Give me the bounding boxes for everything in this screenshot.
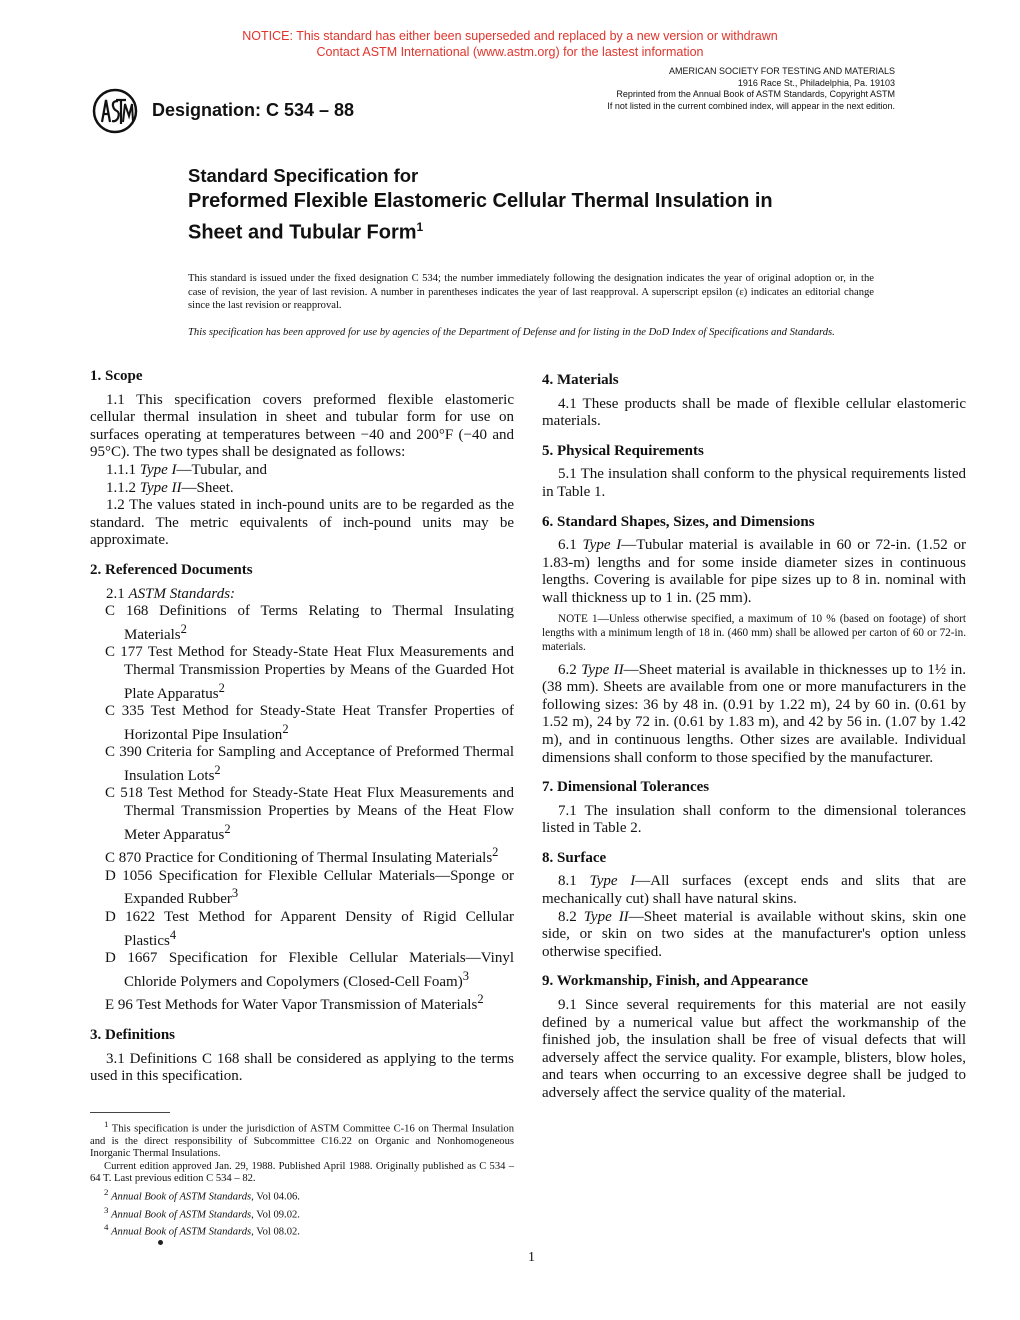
publisher-line: If not listed in the current combined index, will appear in the next edition.: [607, 100, 895, 111]
title-line-3-text: Sheet and Tubular Form: [188, 221, 417, 244]
title-line-2: Preformed Flexible Elastomeric Cellular Thermal Insulation in: [188, 190, 773, 212]
reference-item: E 96 Test Methods for Water Vapor Transmission of Materials$^2$: [105, 992, 484, 1014]
paragraph-1-2: 1.2 The values stated in inch-pound units are to be regarded as the standard. The metric equivalents of inch-pound units may be approximate.: [90, 497, 514, 549]
reference-item: C 518 Test Method for Steady-State Heat Flux Measurements and Thermal Transmission Properties by Means of the Heat Flow Meter Apparatus$^2$: [105, 785, 514, 843]
section-heading-definitions: 3. Definitions: [90, 1027, 176, 1043]
paragraph-8-1: 8.1 Type I—All surfaces (except ends and slits that are mechanically cut) shall have natural skins.: [542, 873, 967, 908]
footnote-1: $^1$ This specification is under the jurisdiction of ASTM Committee C-16 on Thermal Insulation and is the direct responsibility of Subcommittee C16.22 on Organic and Nonhomogeneous Inorganic Thermal Insulations.: [90, 1119, 514, 1160]
paragraph-7-1: 7.1 The insulation shall conform to the dimensional tolerances listed in Table 2.: [542, 802, 966, 837]
publisher-info: [500, 66, 895, 112]
publisher-line: Reprinted from the Annual Book of ASTM Standards, Copyright ASTM: [616, 89, 895, 99]
section-heading-surface: 8. Surface: [542, 849, 607, 866]
paragraph-6-1: 6.1 Type I—Tubular material is available in 60 or 72-in. (1.52 or 1.83-m) lengths and for some inside diameter sizes in continuous lengths. Covering is available for pipe sizes up to 8 in. nominal with wall thickness up to 1 in. (25 mm).: [542, 537, 966, 606]
section-heading-workmanship: 9. Workmanship, Finish, and Appearance: [542, 973, 809, 990]
note-1: NOTE 1—Unless otherwise specified, a maximum of 10 % (based on footage) of short lengths with a minimum length of 18 in. (460 mm) shall be allowed per carton of 60 or 72-in. materials.: [542, 612, 966, 653]
section-heading-shapes-sizes: 6. Standard Shapes, Sizes, and Dimensions: [542, 513, 815, 530]
footnote-divider: [90, 1112, 170, 1113]
page-number: 1: [528, 1250, 535, 1265]
footnote-3: $^3$ Annual Book of ASTM Standards, Vol 09.02.: [104, 1204, 300, 1221]
footnotes: [90, 1118, 514, 1239]
paragraph-3-1: 3.1 Definitions C 168 shall be considered as applying to the terms used in this specification.: [90, 1050, 514, 1085]
designation: Designation: C 534 – 88: [152, 100, 355, 120]
reference-item: C 177 Test Method for Steady-State Heat Flux Measurements and Thermal Transmission Properties by Means of the Guarded Hot Plate Apparatus$^2$: [105, 644, 514, 702]
reference-item: C 870 Practice for Conditioning of Thermal Insulating Materials$^2$: [105, 845, 499, 867]
paragraph-1-1: 1.1 This specification covers preformed flexible elastomeric cellular thermal insulation in sheet and tubular form for use on surfaces operating at temperatures between −40 and 200°F (−40 and 95°C). The two types shall be designated as follows:: [90, 391, 514, 461]
section-heading-materials: 4. Materials: [542, 372, 619, 388]
title-line-3: [188, 214, 928, 246]
footnote-4: $^4$ Annual Book of ASTM Standards, Vol 08.02.: [104, 1222, 300, 1238]
paragraph-1-1-2: 1.1.2 Type II—Sheet.: [106, 479, 234, 496]
astm-logo-icon: [92, 88, 138, 134]
paragraph-5-1: 5.1 The insulation shall conform to the physical requirements listed in Table 1.: [542, 466, 966, 500]
paragraph-6-2: 6.2 Type II—Sheet material is available in thicknesses up to 1½ in. (38 mm). Sheets are available from one or more manufacturers in the following sizes: 36 by 48 in. (0.91 by 1.22 m), 24 by 60 in. (0.61 by 1.52 m), 24 by 72 in. (0.61 by 1.83 m), and 42 by 56 in. (1.07 by 1.42 m), and in continuous lengths. Other sizes are available. Individual dimensions shall conform to those specified by the manufacturer.: [542, 661, 966, 766]
section-heading-referenced-documents: 2. Referenced Documents: [90, 561, 253, 578]
paragraph-9-1: 9.1 Since several requirements for this material are not easily defined by a numerical value but affect the workmanship of the finished job, the insulation shall be free of visual defects that will adversely affect the service quality. For example, blisters, blow holes, and tears when occurring to an excessive degree shall be judged to adversely affect the service quality of the material.: [542, 997, 966, 1101]
reference-item: C 390 Criteria for Sampling and Acceptance of Preformed Thermal Insulation Lots$^2$: [105, 744, 514, 784]
document-title: [188, 164, 928, 246]
reference-item: D 1667 Specification for Flexible Cellular Materials—Vinyl Chloride Polymers and Copolymers (Closed-Cell Foam)$^3$: [105, 950, 514, 990]
notice-line-1: NOTICE: This standard has either been superseded and replaced by a new version or withdrawn: [242, 29, 778, 43]
left-column: [90, 368, 514, 1086]
notice-line-2: Contact ASTM International (www.astm.org) for the lastest information: [316, 45, 704, 59]
footnote-1-edition: Current edition approved Jan. 29, 1988. Published April 1988. Originally published as C 534 – 64 T. Last previous edition C 534 – 82.: [90, 1160, 514, 1185]
section-heading-scope: 1. Scope: [90, 368, 143, 384]
paragraph-4-1: 4.1 These products shall be made of flexible cellular elastomeric materials.: [542, 395, 966, 430]
intro-paragraph: This standard is issued under the fixed designation C 534; the number immediately following the designation indicates the year of original adoption or, in the case of revision, the year of last revision. A number in parentheses indicates the year of last reapproval. A superscript epsilon (ε) indicates an editorial change since the last revision or reapproval.: [188, 273, 874, 311]
reference-item: C 335 Test Method for Steady-State Heat Transfer Properties of Horizontal Pipe Insulation$^2$: [105, 703, 514, 743]
paragraph-2-1: 2.1 ASTM Standards:: [106, 585, 236, 602]
reference-item: C 168 Definitions of Terms Relating to Thermal Insulating Materials$^2$: [105, 603, 515, 643]
footnote-2: $^2$ Annual Book of ASTM Standards, Vol 04.06.: [104, 1186, 300, 1203]
publisher-line: AMERICAN SOCIETY FOR TESTING AND MATERIALS: [668, 66, 895, 76]
publisher-line: 1916 Race St., Philadelphia, Pa. 19103: [737, 77, 895, 88]
reference-item: D 1622 Test Method for Apparent Density of Rigid Cellular Plastics$^4$: [105, 909, 514, 949]
paragraph-1-1-1: 1.1.1 Type I—Tubular, and: [106, 461, 268, 478]
section-heading-physical-requirements: 5. Physical Requirements: [542, 442, 704, 459]
section-heading-dimensional-tolerances: 7. Dimensional Tolerances: [542, 779, 710, 796]
right-column: [542, 372, 966, 1103]
approval-statement: This specification has been approved for use by agencies of the Department of Defense and for listing in the DoD Index of Specifications and Standards.: [188, 327, 835, 338]
title-footnote-ref: 1: [416, 220, 424, 234]
paragraph-8-2: 8.2 Type II—Sheet material is available without skins, skin one side, or skin on two sides at the manufacturer's option unless otherwise specified.: [542, 908, 966, 960]
reference-item: D 1056 Specification for Flexible Cellular Materials—Sponge or Expanded Rubber$^3$: [105, 867, 514, 908]
title-line-1: Standard Specification for: [188, 165, 419, 186]
scan-mark: [158, 1240, 163, 1245]
